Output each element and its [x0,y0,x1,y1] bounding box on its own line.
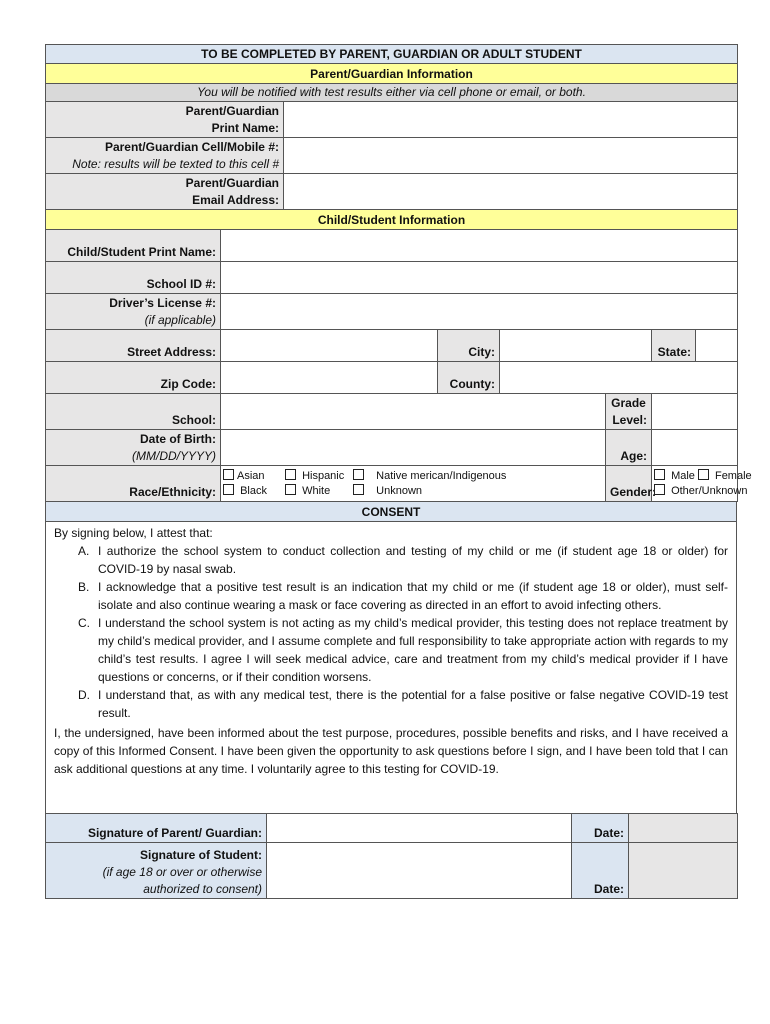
dob-note: (MM/DD/YYYY) [132,449,216,463]
parent-cell-field[interactable] [284,138,738,174]
consent-intro: By signing below, I attest that: [54,526,213,540]
student-signature-note-1: (if age 18 or over or otherwise [102,865,262,879]
female-label: Female [714,469,752,482]
parent-name-label-line1: Parent/Guardian [185,104,279,118]
notify-note: You will be notified with test results either via cell phone or email, or both. [46,84,738,102]
school-field[interactable] [221,394,606,430]
parent-name-field[interactable] [284,102,738,138]
student-signature-field[interactable] [267,843,572,899]
parent-section-title: Parent/Guardian Information [46,64,738,84]
hispanic-checkbox[interactable] [285,469,296,480]
consent-item-text: I understand that, as with any medical test, there is the potential for a false positive or false negative COVID-19 test result. [98,688,728,720]
parent-signature-label: Signature of Parent/ Guardian: [46,814,267,843]
parent-signature-field[interactable] [267,814,572,843]
black-label: Black [240,484,267,497]
student-date-label: Date: [572,843,629,899]
consent-title: CONSENT [46,502,737,522]
consent-table [45,501,737,814]
zip-field[interactable] [221,362,438,394]
consent-item-letter: B. [78,580,90,594]
consent-list [54,542,728,722]
age-field[interactable] [652,430,738,466]
state-field[interactable] [696,330,738,362]
main-title: TO BE COMPLETED BY PARENT, GUARDIAN OR ADULT STUDENT [46,45,738,64]
consent-item-letter: D. [78,688,90,702]
consent-item-text: I acknowledge that a positive test result is an indication that my child or me (if student age 18 or older), must self-isolate and also continue wearing a mask or face covering as directed in an effort to avoid infecting others. [98,580,728,612]
consent-item [78,686,728,722]
license-label-text: Driver’s License #: [109,296,216,310]
race-options [221,466,606,502]
white-checkbox[interactable] [285,484,296,495]
student-signature-note-2: authorized to consent) [143,882,262,896]
dob-label [46,430,221,466]
parent-email-field[interactable] [284,174,738,210]
parent-date-label: Date: [572,814,629,843]
grade-field[interactable] [652,394,738,430]
license-label [46,294,221,330]
parent-email-label-line1: Parent/Guardian [185,176,279,190]
parent-email-label-line2: Email Address: [192,193,279,207]
gender-options [652,466,752,502]
other-gender-label: Other/Unknown [671,484,748,497]
zip-label: Zip Code: [46,362,221,394]
unknown-label: Unknown [376,484,423,497]
other-gender-checkbox[interactable] [654,484,665,495]
city-field[interactable] [500,330,652,362]
grade-label-line2: Level: [612,413,647,427]
age-label: Age: [606,430,652,466]
parent-cell-note: Note: results will be texted to this cell # [72,157,279,171]
black-checkbox[interactable] [223,484,234,495]
male-checkbox[interactable] [654,469,665,480]
student-signature-label [46,843,267,899]
consent-item [78,614,728,686]
dob-label-text: Date of Birth: [140,432,216,446]
child-name-label: Child/Student Print Name: [46,230,221,262]
consent-item [78,542,728,578]
consent-item-letter: A. [78,544,90,558]
consent-item-text: I authorize the school system to conduct collection and testing of my child or me (if student age 18 or older) for COVID-19 by nasal swab. [98,544,728,576]
unknown-checkbox[interactable] [353,484,364,495]
native-checkbox[interactable] [353,469,364,480]
city-label: City: [438,330,500,362]
asian-label: Asian [237,469,265,482]
license-note: (if applicable) [144,313,216,327]
child-table [45,229,752,502]
female-checkbox[interactable] [698,469,709,480]
signature-table [45,813,738,899]
consent-item-letter: C. [78,616,90,630]
parent-name-label [46,102,284,138]
parent-table [45,44,738,230]
student-date-field[interactable] [629,843,738,899]
consent-closing: I, the undersigned, have been informed about the test purpose, procedures, possible benefits and risks, and I have received a copy of this Informed Consent. I have been given the opportunity to ask questions before I sign, and I have been told that I can ask additional questions at any time. I voluntarily agree to this testing for COVID-19. [54,726,728,776]
street-field[interactable] [221,330,438,362]
grade-label [606,394,652,430]
county-field[interactable] [500,362,738,394]
parent-email-label [46,174,284,210]
state-label: State: [652,330,696,362]
white-label: White [302,484,331,497]
parent-cell-label-text: Parent/Guardian Cell/Mobile #: [104,140,279,154]
student-signature-label-text: Signature of Student: [140,848,262,862]
consent-item-text: I understand the school system is not acting as my child’s medical provider, this testing does not replace treatment by my child’s medical provider, and I assume complete and full responsibility to take appropriate action with regards to my child’s test results. I agree I will seek medical advice, care and treatment from my child’s medical provider if I have questions or concerns, or if their condition worsens. [98,616,728,684]
consent-body [46,522,737,814]
child-name-field[interactable] [221,230,738,262]
school-id-field[interactable] [221,262,738,294]
hispanic-label: Hispanic [302,469,345,482]
native-label: Native merican/Indigenous [376,469,507,482]
asian-checkbox[interactable] [223,469,234,480]
parent-name-label-line2: Print Name: [211,121,279,135]
consent-form [45,44,752,899]
dob-field[interactable] [221,430,606,466]
parent-cell-label [46,138,284,174]
school-id-label: School ID #: [46,262,221,294]
child-section-title: Child/Student Information [46,210,738,230]
race-label: Race/Ethnicity: [46,466,221,502]
male-label: Male [671,469,695,482]
county-label: County: [438,362,500,394]
street-label: Street Address: [46,330,221,362]
consent-item [78,578,728,614]
gender-label: Gender: [606,466,652,502]
school-label: School: [46,394,221,430]
license-field[interactable] [221,294,738,330]
grade-label-line1: Grade [611,396,646,410]
parent-date-field[interactable] [629,814,738,843]
